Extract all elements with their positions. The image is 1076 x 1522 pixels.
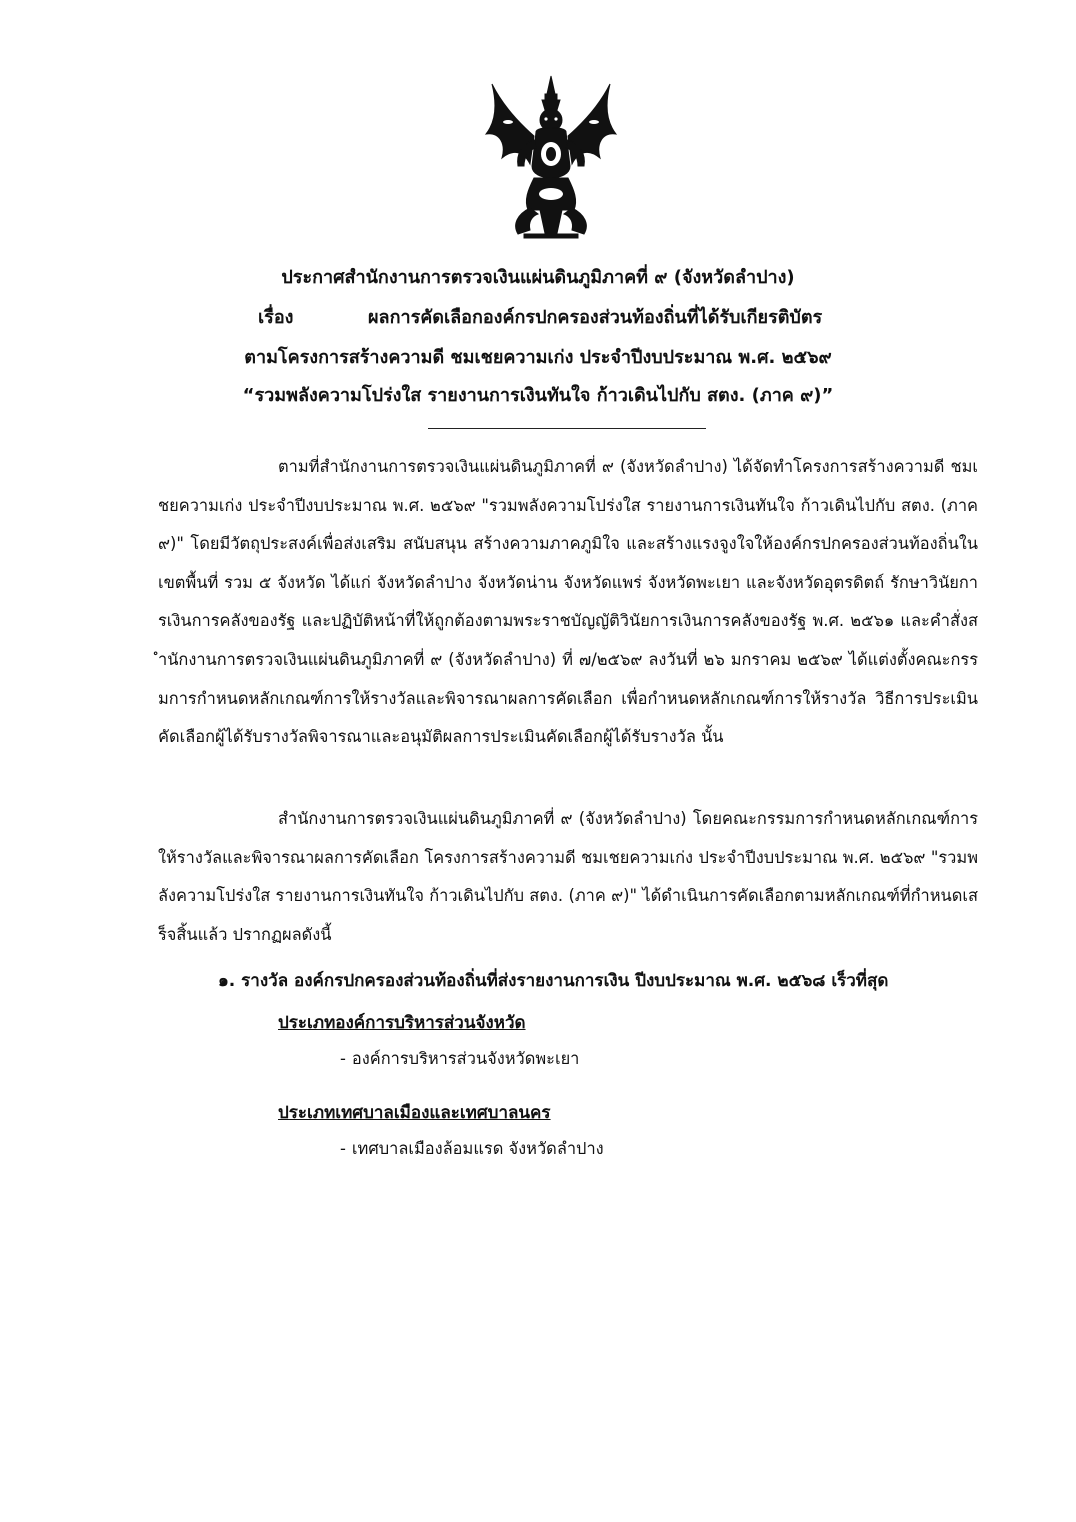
bullet-dash: - (340, 1049, 346, 1068)
garuda-emblem-icon (484, 74, 618, 242)
award-item-label: เทศบาลเมืองล้อมแรด จังหวัดลำปาง (351, 1139, 604, 1158)
subject-label: เรื่อง (258, 307, 294, 328)
body-paragraph-1: ตามที่สำนักงานการตรวจเงินแผ่นดินภูมิภาคที่ ๙ (จังหวัดลำปาง) ได้จัดทำโครงการสร้างความดี ชมเชยความเก่ง ประจำปีงบประมาณ พ.ศ. ๒๕๖๙ "รวมพลังความโปร่งใส รายงานการเงินทันใจ ก้าวเดินไปกับ สตง. (ภาค ๙)" โดยมีวัตถุประสงค์เพื่อส่งเสริม สนับสนุน สร้างความภาคภูมิใจ และสร้างแรงจูงใจให้องค์กรปกครองส่วนท้องถิ่นในเขตพื้นที่ รวม ๕ จังหวัด ได้แก่ จังหวัดลำปาง จังหวัดน่าน จังหวัดแพร่ จังหวัดพะเยา และจังหวัดอุตรดิตถ์ รักษาวินัยการเงินการคลังของรัฐ และปฏิบัติหน้าที่ให้ถูกต้องตามพระราชบัญญัติวินัยการเงินการคลังของรัฐ พ.ศ. ๒๕๖๑ และคำสั่งสำนักงานการตรวจเงินแผ่นดินภูมิภาคที่ ๙ (จังหวัดลำปาง) ที่ ๗/๒๕๖๙ ลงวันที่ ๒๖ มกราคม ๒๕๖๙ ได้แต่งตั้งคณะกรรมการกำหนดหลักเกณฑ์การให้รางวัลและพิจารณาผลการคัดเลือก เพื่อกำหนดหลักเกณฑ์การให้รางวัล วิธีการประเมินคัดเลือกผู้ได้รับรางวัลพิจารณาและอนุมัติผลการประเมินคัดเลือกผู้ได้รับรางวัล นั้น (158, 457, 978, 747)
award-section-title: ๑. รางวัล องค์กรปกครองส่วนท้องถิ่นที่ส่งรายงานการเงิน ปีงบประมาณ พ.ศ. ๒๕๖๘ เร็วที่สุด (218, 971, 889, 991)
subject-line-1: ผลการคัดเลือกองค์กรปกครองส่วนท้องถิ่นที่ได้รับเกียรติบัตร (368, 307, 823, 328)
award-item-municipality (340, 1136, 604, 1162)
subject-line-3: “รวมพลังความโปร่งใส รายงานการเงินทันใจ ก้าวเดินไปกับ สตง. (ภาค ๙)” (242, 385, 834, 406)
award-item-pao (340, 1046, 579, 1072)
bullet-dash: - (340, 1139, 346, 1158)
category-title-pao: ประเภทองค์การบริหารส่วนจังหวัด (278, 1013, 526, 1033)
announcement-title: ประกาศสำนักงานการตรวจเงินแผ่นดินภูมิภาคที่ ๙ (จังหวัดลำปาง) (281, 267, 795, 288)
award-item-label: องค์การบริหารส่วนจังหวัดพะเยา (351, 1049, 580, 1068)
body-paragraph-2: สำนักงานการตรวจเงินแผ่นดินภูมิภาคที่ ๙ (จังหวัดลำปาง) โดยคณะกรรมการกำหนดหลักเกณฑ์การให้รางวัลและพิจารณาผลการคัดเลือก โครงการสร้างความดี ชมเชยความเก่ง ประจำปีงบประมาณ พ.ศ. ๒๕๖๙ "รวมพลังความโปร่งใส รายงานการเงินทันใจ ก้าวเดินไปกับ สตง. (ภาค ๙)" ได้ดำเนินการคัดเลือกตามหลักเกณฑ์ที่กำหนดเสร็จสิ้นแล้ว ปรากฏผลดังนี้ (158, 809, 978, 944)
heading-divider (428, 428, 706, 429)
subject-line-2: ตามโครงการสร้างความดี ชมเชยความเก่ง ประจำปีงบประมาณ พ.ศ. ๒๕๖๙ (244, 347, 832, 368)
category-title-municipality: ประเภทเทศบาลเมืองและเทศบาลนคร (278, 1103, 551, 1123)
